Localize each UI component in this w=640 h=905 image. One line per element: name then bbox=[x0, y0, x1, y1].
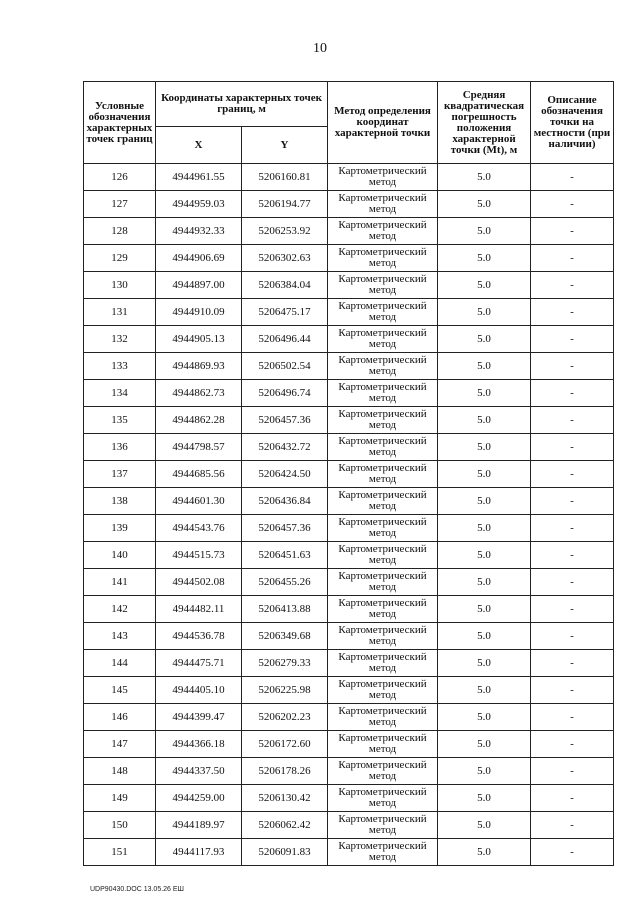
point-cell: 133 bbox=[84, 353, 156, 380]
table-row bbox=[84, 650, 614, 677]
table-row bbox=[84, 785, 614, 812]
point-cell: 130 bbox=[84, 272, 156, 299]
x-coordinate-cell: 4944959.03 bbox=[156, 191, 242, 218]
point-cell: 136 bbox=[84, 434, 156, 461]
point-cell: 147 bbox=[84, 731, 156, 758]
method-cell: Картометрический метод bbox=[328, 785, 438, 812]
description-cell: - bbox=[531, 245, 614, 272]
header-accuracy: Средняя квадратическая погрешность положения характерной точки (Mt), м bbox=[438, 82, 531, 164]
method-cell: Картометрический метод bbox=[328, 245, 438, 272]
coordinates-table bbox=[83, 81, 614, 866]
y-coordinate-cell: 5206202.23 bbox=[242, 704, 328, 731]
method-cell: Картометрический метод bbox=[328, 650, 438, 677]
method-cell: Картометрический метод bbox=[328, 812, 438, 839]
x-coordinate-cell: 4944337.50 bbox=[156, 758, 242, 785]
description-cell: - bbox=[531, 785, 614, 812]
header-point: Условные обозначения характерных точек границ bbox=[84, 82, 156, 164]
table-row bbox=[84, 596, 614, 623]
accuracy-cell: 5.0 bbox=[438, 461, 531, 488]
table-row bbox=[84, 569, 614, 596]
description-cell: - bbox=[531, 731, 614, 758]
description-cell: - bbox=[531, 218, 614, 245]
table-row bbox=[84, 731, 614, 758]
point-cell: 131 bbox=[84, 299, 156, 326]
accuracy-cell: 5.0 bbox=[438, 380, 531, 407]
y-coordinate-cell: 5206424.50 bbox=[242, 461, 328, 488]
description-cell: - bbox=[531, 488, 614, 515]
accuracy-cell: 5.0 bbox=[438, 596, 531, 623]
table-row bbox=[84, 515, 614, 542]
table-row bbox=[84, 326, 614, 353]
method-cell: Картометрический метод bbox=[328, 677, 438, 704]
y-coordinate-cell: 5206413.88 bbox=[242, 596, 328, 623]
description-cell: - bbox=[531, 380, 614, 407]
y-coordinate-cell: 5206502.54 bbox=[242, 353, 328, 380]
accuracy-cell: 5.0 bbox=[438, 623, 531, 650]
table-row bbox=[84, 623, 614, 650]
y-coordinate-cell: 5206384.04 bbox=[242, 272, 328, 299]
y-coordinate-cell: 5206436.84 bbox=[242, 488, 328, 515]
table-row bbox=[84, 488, 614, 515]
table-row bbox=[84, 380, 614, 407]
table-row bbox=[84, 542, 614, 569]
x-coordinate-cell: 4944601.30 bbox=[156, 488, 242, 515]
accuracy-cell: 5.0 bbox=[438, 272, 531, 299]
x-coordinate-cell: 4944910.09 bbox=[156, 299, 242, 326]
table-row bbox=[84, 461, 614, 488]
header-description: Описание обозначения точки на местности (при наличии) bbox=[531, 82, 614, 164]
x-coordinate-cell: 4944536.78 bbox=[156, 623, 242, 650]
method-cell: Картометрический метод bbox=[328, 218, 438, 245]
accuracy-cell: 5.0 bbox=[438, 812, 531, 839]
x-coordinate-cell: 4944366.18 bbox=[156, 731, 242, 758]
x-coordinate-cell: 4944961.55 bbox=[156, 164, 242, 191]
y-coordinate-cell: 5206172.60 bbox=[242, 731, 328, 758]
y-coordinate-cell: 5206062.42 bbox=[242, 812, 328, 839]
description-cell: - bbox=[531, 542, 614, 569]
method-cell: Картометрический метод bbox=[328, 488, 438, 515]
accuracy-cell: 5.0 bbox=[438, 677, 531, 704]
method-cell: Картометрический метод bbox=[328, 542, 438, 569]
y-coordinate-cell: 5206178.26 bbox=[242, 758, 328, 785]
x-coordinate-cell: 4944869.93 bbox=[156, 353, 242, 380]
description-cell: - bbox=[531, 461, 614, 488]
y-coordinate-cell: 5206496.44 bbox=[242, 326, 328, 353]
description-cell: - bbox=[531, 353, 614, 380]
method-cell: Картометрический метод bbox=[328, 569, 438, 596]
point-cell: 141 bbox=[84, 569, 156, 596]
header-method: Метод определения координат характерной точки bbox=[328, 82, 438, 164]
point-cell: 137 bbox=[84, 461, 156, 488]
description-cell: - bbox=[531, 326, 614, 353]
method-cell: Картометрический метод bbox=[328, 299, 438, 326]
point-cell: 150 bbox=[84, 812, 156, 839]
y-coordinate-cell: 5206302.63 bbox=[242, 245, 328, 272]
method-cell: Картометрический метод bbox=[328, 164, 438, 191]
x-coordinate-cell: 4944117.93 bbox=[156, 839, 242, 866]
accuracy-cell: 5.0 bbox=[438, 515, 531, 542]
x-coordinate-cell: 4944862.28 bbox=[156, 407, 242, 434]
description-cell: - bbox=[531, 191, 614, 218]
description-cell: - bbox=[531, 515, 614, 542]
description-cell: - bbox=[531, 812, 614, 839]
method-cell: Картометрический метод bbox=[328, 596, 438, 623]
point-cell: 151 bbox=[84, 839, 156, 866]
description-cell: - bbox=[531, 596, 614, 623]
accuracy-cell: 5.0 bbox=[438, 218, 531, 245]
table-row bbox=[84, 704, 614, 731]
method-cell: Картометрический метод bbox=[328, 407, 438, 434]
description-cell: - bbox=[531, 272, 614, 299]
description-cell: - bbox=[531, 623, 614, 650]
accuracy-cell: 5.0 bbox=[438, 569, 531, 596]
x-coordinate-cell: 4944897.00 bbox=[156, 272, 242, 299]
description-cell: - bbox=[531, 839, 614, 866]
accuracy-cell: 5.0 bbox=[438, 785, 531, 812]
table-row bbox=[84, 164, 614, 191]
method-cell: Картометрический метод bbox=[328, 731, 438, 758]
x-coordinate-cell: 4944932.33 bbox=[156, 218, 242, 245]
y-coordinate-cell: 5206253.92 bbox=[242, 218, 328, 245]
accuracy-cell: 5.0 bbox=[438, 164, 531, 191]
accuracy-cell: 5.0 bbox=[438, 650, 531, 677]
method-cell: Картометрический метод bbox=[328, 515, 438, 542]
method-cell: Картометрический метод bbox=[328, 839, 438, 866]
point-cell: 134 bbox=[84, 380, 156, 407]
x-coordinate-cell: 4944475.71 bbox=[156, 650, 242, 677]
accuracy-cell: 5.0 bbox=[438, 542, 531, 569]
page-number: 10 bbox=[313, 41, 327, 56]
x-coordinate-cell: 4944905.13 bbox=[156, 326, 242, 353]
description-cell: - bbox=[531, 299, 614, 326]
description-cell: - bbox=[531, 164, 614, 191]
accuracy-cell: 5.0 bbox=[438, 704, 531, 731]
accuracy-cell: 5.0 bbox=[438, 299, 531, 326]
x-coordinate-cell: 4944259.00 bbox=[156, 785, 242, 812]
method-cell: Картометрический метод bbox=[328, 353, 438, 380]
table-row bbox=[84, 353, 614, 380]
description-cell: - bbox=[531, 569, 614, 596]
accuracy-cell: 5.0 bbox=[438, 191, 531, 218]
description-cell: - bbox=[531, 677, 614, 704]
point-cell: 146 bbox=[84, 704, 156, 731]
x-coordinate-cell: 4944685.56 bbox=[156, 461, 242, 488]
accuracy-cell: 5.0 bbox=[438, 245, 531, 272]
description-cell: - bbox=[531, 407, 614, 434]
y-coordinate-cell: 5206225.98 bbox=[242, 677, 328, 704]
method-cell: Картометрический метод bbox=[328, 704, 438, 731]
y-coordinate-cell: 5206349.68 bbox=[242, 623, 328, 650]
x-coordinate-cell: 4944906.69 bbox=[156, 245, 242, 272]
document-footer: UDP90430.DOC 13.05.26 ЕШ bbox=[90, 886, 184, 893]
accuracy-cell: 5.0 bbox=[438, 353, 531, 380]
y-coordinate-cell: 5206130.42 bbox=[242, 785, 328, 812]
point-cell: 149 bbox=[84, 785, 156, 812]
point-cell: 129 bbox=[84, 245, 156, 272]
description-cell: - bbox=[531, 758, 614, 785]
y-coordinate-cell: 5206496.74 bbox=[242, 380, 328, 407]
y-coordinate-cell: 5206455.26 bbox=[242, 569, 328, 596]
point-cell: 139 bbox=[84, 515, 156, 542]
accuracy-cell: 5.0 bbox=[438, 488, 531, 515]
accuracy-cell: 5.0 bbox=[438, 758, 531, 785]
table-row bbox=[84, 812, 614, 839]
description-cell: - bbox=[531, 434, 614, 461]
point-cell: 128 bbox=[84, 218, 156, 245]
method-cell: Картометрический метод bbox=[328, 272, 438, 299]
x-coordinate-cell: 4944399.47 bbox=[156, 704, 242, 731]
header-x: X bbox=[156, 127, 242, 164]
x-coordinate-cell: 4944482.11 bbox=[156, 596, 242, 623]
accuracy-cell: 5.0 bbox=[438, 434, 531, 461]
x-coordinate-cell: 4944798.57 bbox=[156, 434, 242, 461]
header-y: Y bbox=[242, 127, 328, 164]
table-row bbox=[84, 758, 614, 785]
point-cell: 138 bbox=[84, 488, 156, 515]
point-cell: 135 bbox=[84, 407, 156, 434]
x-coordinate-cell: 4944515.73 bbox=[156, 542, 242, 569]
x-coordinate-cell: 4944405.10 bbox=[156, 677, 242, 704]
table-row bbox=[84, 191, 614, 218]
x-coordinate-cell: 4944543.76 bbox=[156, 515, 242, 542]
x-coordinate-cell: 4944189.97 bbox=[156, 812, 242, 839]
method-cell: Картометрический метод bbox=[328, 434, 438, 461]
table-row bbox=[84, 245, 614, 272]
method-cell: Картометрический метод bbox=[328, 623, 438, 650]
table-row bbox=[84, 272, 614, 299]
y-coordinate-cell: 5206091.83 bbox=[242, 839, 328, 866]
table-row bbox=[84, 407, 614, 434]
accuracy-cell: 5.0 bbox=[438, 407, 531, 434]
point-cell: 140 bbox=[84, 542, 156, 569]
point-cell: 127 bbox=[84, 191, 156, 218]
method-cell: Картометрический метод bbox=[328, 380, 438, 407]
y-coordinate-cell: 5206279.33 bbox=[242, 650, 328, 677]
point-cell: 142 bbox=[84, 596, 156, 623]
y-coordinate-cell: 5206432.72 bbox=[242, 434, 328, 461]
header-coordinates: Координаты характерных точек границ, м bbox=[156, 82, 328, 127]
y-coordinate-cell: 5206451.63 bbox=[242, 542, 328, 569]
point-cell: 126 bbox=[84, 164, 156, 191]
accuracy-cell: 5.0 bbox=[438, 839, 531, 866]
table-row bbox=[84, 299, 614, 326]
point-cell: 144 bbox=[84, 650, 156, 677]
method-cell: Картометрический метод bbox=[328, 461, 438, 488]
accuracy-cell: 5.0 bbox=[438, 731, 531, 758]
description-cell: - bbox=[531, 704, 614, 731]
point-cell: 143 bbox=[84, 623, 156, 650]
point-cell: 132 bbox=[84, 326, 156, 353]
y-coordinate-cell: 5206475.17 bbox=[242, 299, 328, 326]
y-coordinate-cell: 5206194.77 bbox=[242, 191, 328, 218]
point-cell: 145 bbox=[84, 677, 156, 704]
method-cell: Картометрический метод bbox=[328, 191, 438, 218]
y-coordinate-cell: 5206457.36 bbox=[242, 515, 328, 542]
x-coordinate-cell: 4944502.08 bbox=[156, 569, 242, 596]
method-cell: Картометрический метод bbox=[328, 326, 438, 353]
y-coordinate-cell: 5206457.36 bbox=[242, 407, 328, 434]
table-row bbox=[84, 218, 614, 245]
accuracy-cell: 5.0 bbox=[438, 326, 531, 353]
table-row bbox=[84, 839, 614, 866]
point-cell: 148 bbox=[84, 758, 156, 785]
table-row bbox=[84, 677, 614, 704]
description-cell: - bbox=[531, 650, 614, 677]
table-row bbox=[84, 434, 614, 461]
method-cell: Картометрический метод bbox=[328, 758, 438, 785]
y-coordinate-cell: 5206160.81 bbox=[242, 164, 328, 191]
x-coordinate-cell: 4944862.73 bbox=[156, 380, 242, 407]
